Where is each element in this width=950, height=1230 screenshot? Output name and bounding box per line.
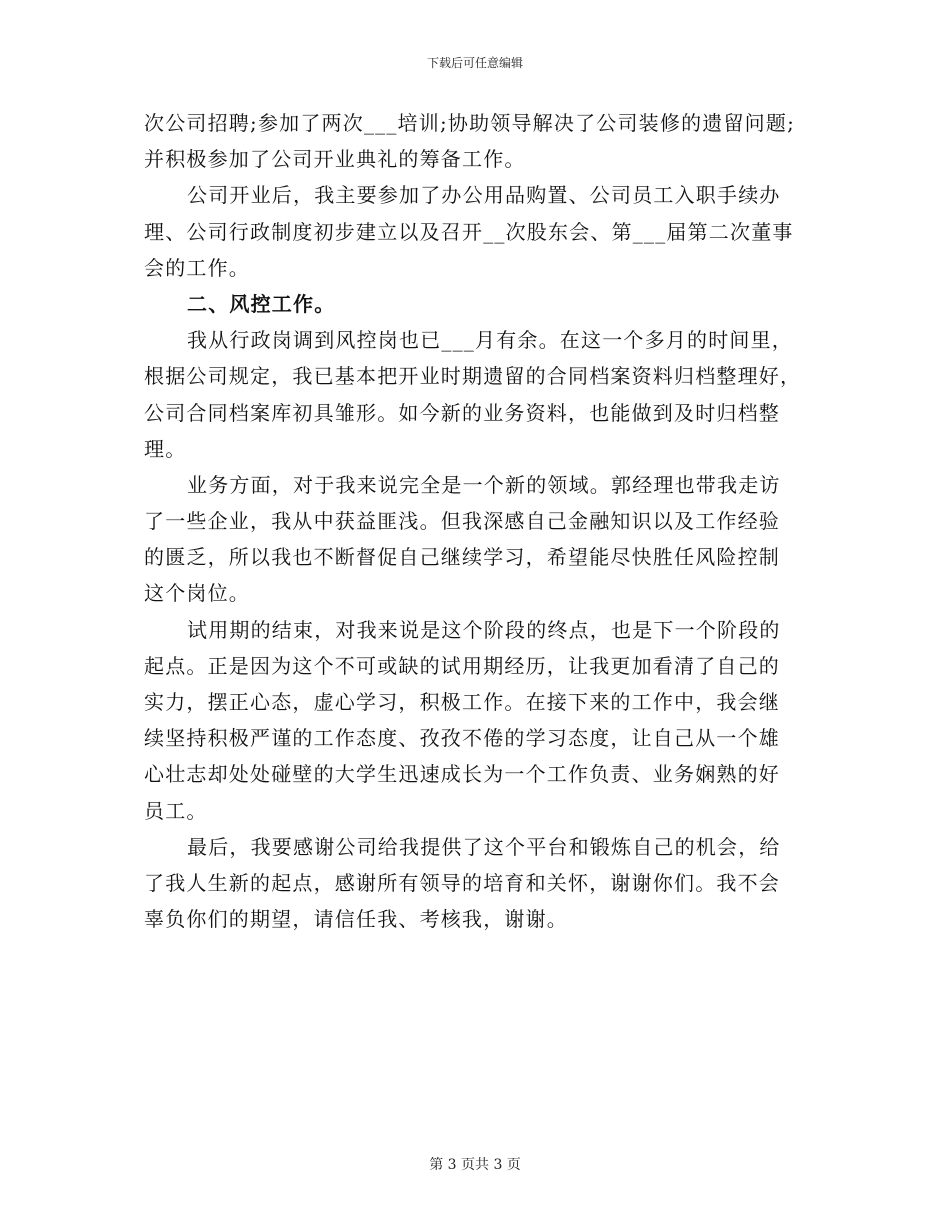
text-line: 员工。 bbox=[144, 798, 208, 823]
section-heading bbox=[144, 286, 800, 322]
text-line: 并积极参加了公司开业典礼的筹备工作。 bbox=[144, 147, 526, 172]
text-line: 公司合同档案库初具雏形。如今新的业务资料，也能做到及时归档整 bbox=[144, 400, 780, 425]
paragraph-probation bbox=[144, 612, 800, 829]
section-heading-text: 二、风控工作。 bbox=[187, 291, 336, 316]
paragraph-business bbox=[144, 467, 800, 612]
text-line: 次公司招聘;参加了两次___培训;协助领导解决了公司装修的遗留问题; bbox=[144, 111, 796, 135]
text-line: 业务方面，对于我来说完全是一个新的领域。郭经理也带我走访 bbox=[187, 472, 781, 497]
text-line: 最后，我要感谢公司给我提供了这个平台和锻炼自己的机会，给 bbox=[187, 834, 781, 859]
text-line: 续坚持积极严谨的工作态度、孜孜不倦的学习态度，让自己从一个雄 bbox=[144, 726, 780, 751]
text-line: 根据公司规定，我已基本把开业时期遗留的合同档案资料归档整理好， bbox=[144, 364, 802, 389]
text-line: 了我人生新的起点，感谢所有领导的培育和关怀，谢谢你们。我不会 bbox=[144, 870, 780, 895]
text-line: 理、公司行政制度初步建立以及召开__次股东会、第___届第二次董事 bbox=[144, 219, 794, 244]
paragraph-risk-control bbox=[144, 322, 800, 467]
text-line: 实力，摆正心态，虚心学习，积极工作。在接下来的工作中，我会继 bbox=[144, 690, 780, 714]
text-line: 辜负你们的期望，请信任我、考核我，谢谢。 bbox=[144, 907, 568, 932]
paragraph-closing bbox=[144, 829, 800, 938]
text-line: 会的工作。 bbox=[144, 255, 250, 280]
text-line: 试用期的结束，对我来说是这个阶段的终点，也是下一个阶段的 bbox=[187, 617, 781, 642]
paragraph-admin-work bbox=[144, 177, 800, 286]
text-line: 起点。正是因为这个不可或缺的试用期经历，让我更加看清了自己的 bbox=[144, 653, 780, 678]
text-line: 理。 bbox=[144, 436, 187, 461]
page-number: 第 3 页共 3 页 bbox=[429, 1157, 521, 1173]
paragraph-continuation bbox=[144, 105, 800, 177]
text-line: 的匮乏，所以我也不断督促自己继续学习，希望能尽快胜任风险控制 bbox=[144, 545, 780, 570]
text-line: 我从行政岗调到风控岗也已___月有余。在这一个多月的时间里， bbox=[187, 328, 793, 353]
text-line: 公司开业后，我主要参加了办公用品购置、公司员工入职手续办 bbox=[187, 183, 781, 208]
document-body bbox=[144, 105, 800, 937]
text-line: 心壮志却处处碰壁的大学生迅速成长为一个工作负责、业务娴熟的好 bbox=[144, 762, 780, 787]
text-line: 了一些企业，我从中获益匪浅。但我深感自己金融知识以及工作经验 bbox=[144, 509, 780, 534]
text-line: 这个岗位。 bbox=[144, 581, 250, 606]
page-header: 下载后可任意编辑 bbox=[426, 56, 523, 70]
